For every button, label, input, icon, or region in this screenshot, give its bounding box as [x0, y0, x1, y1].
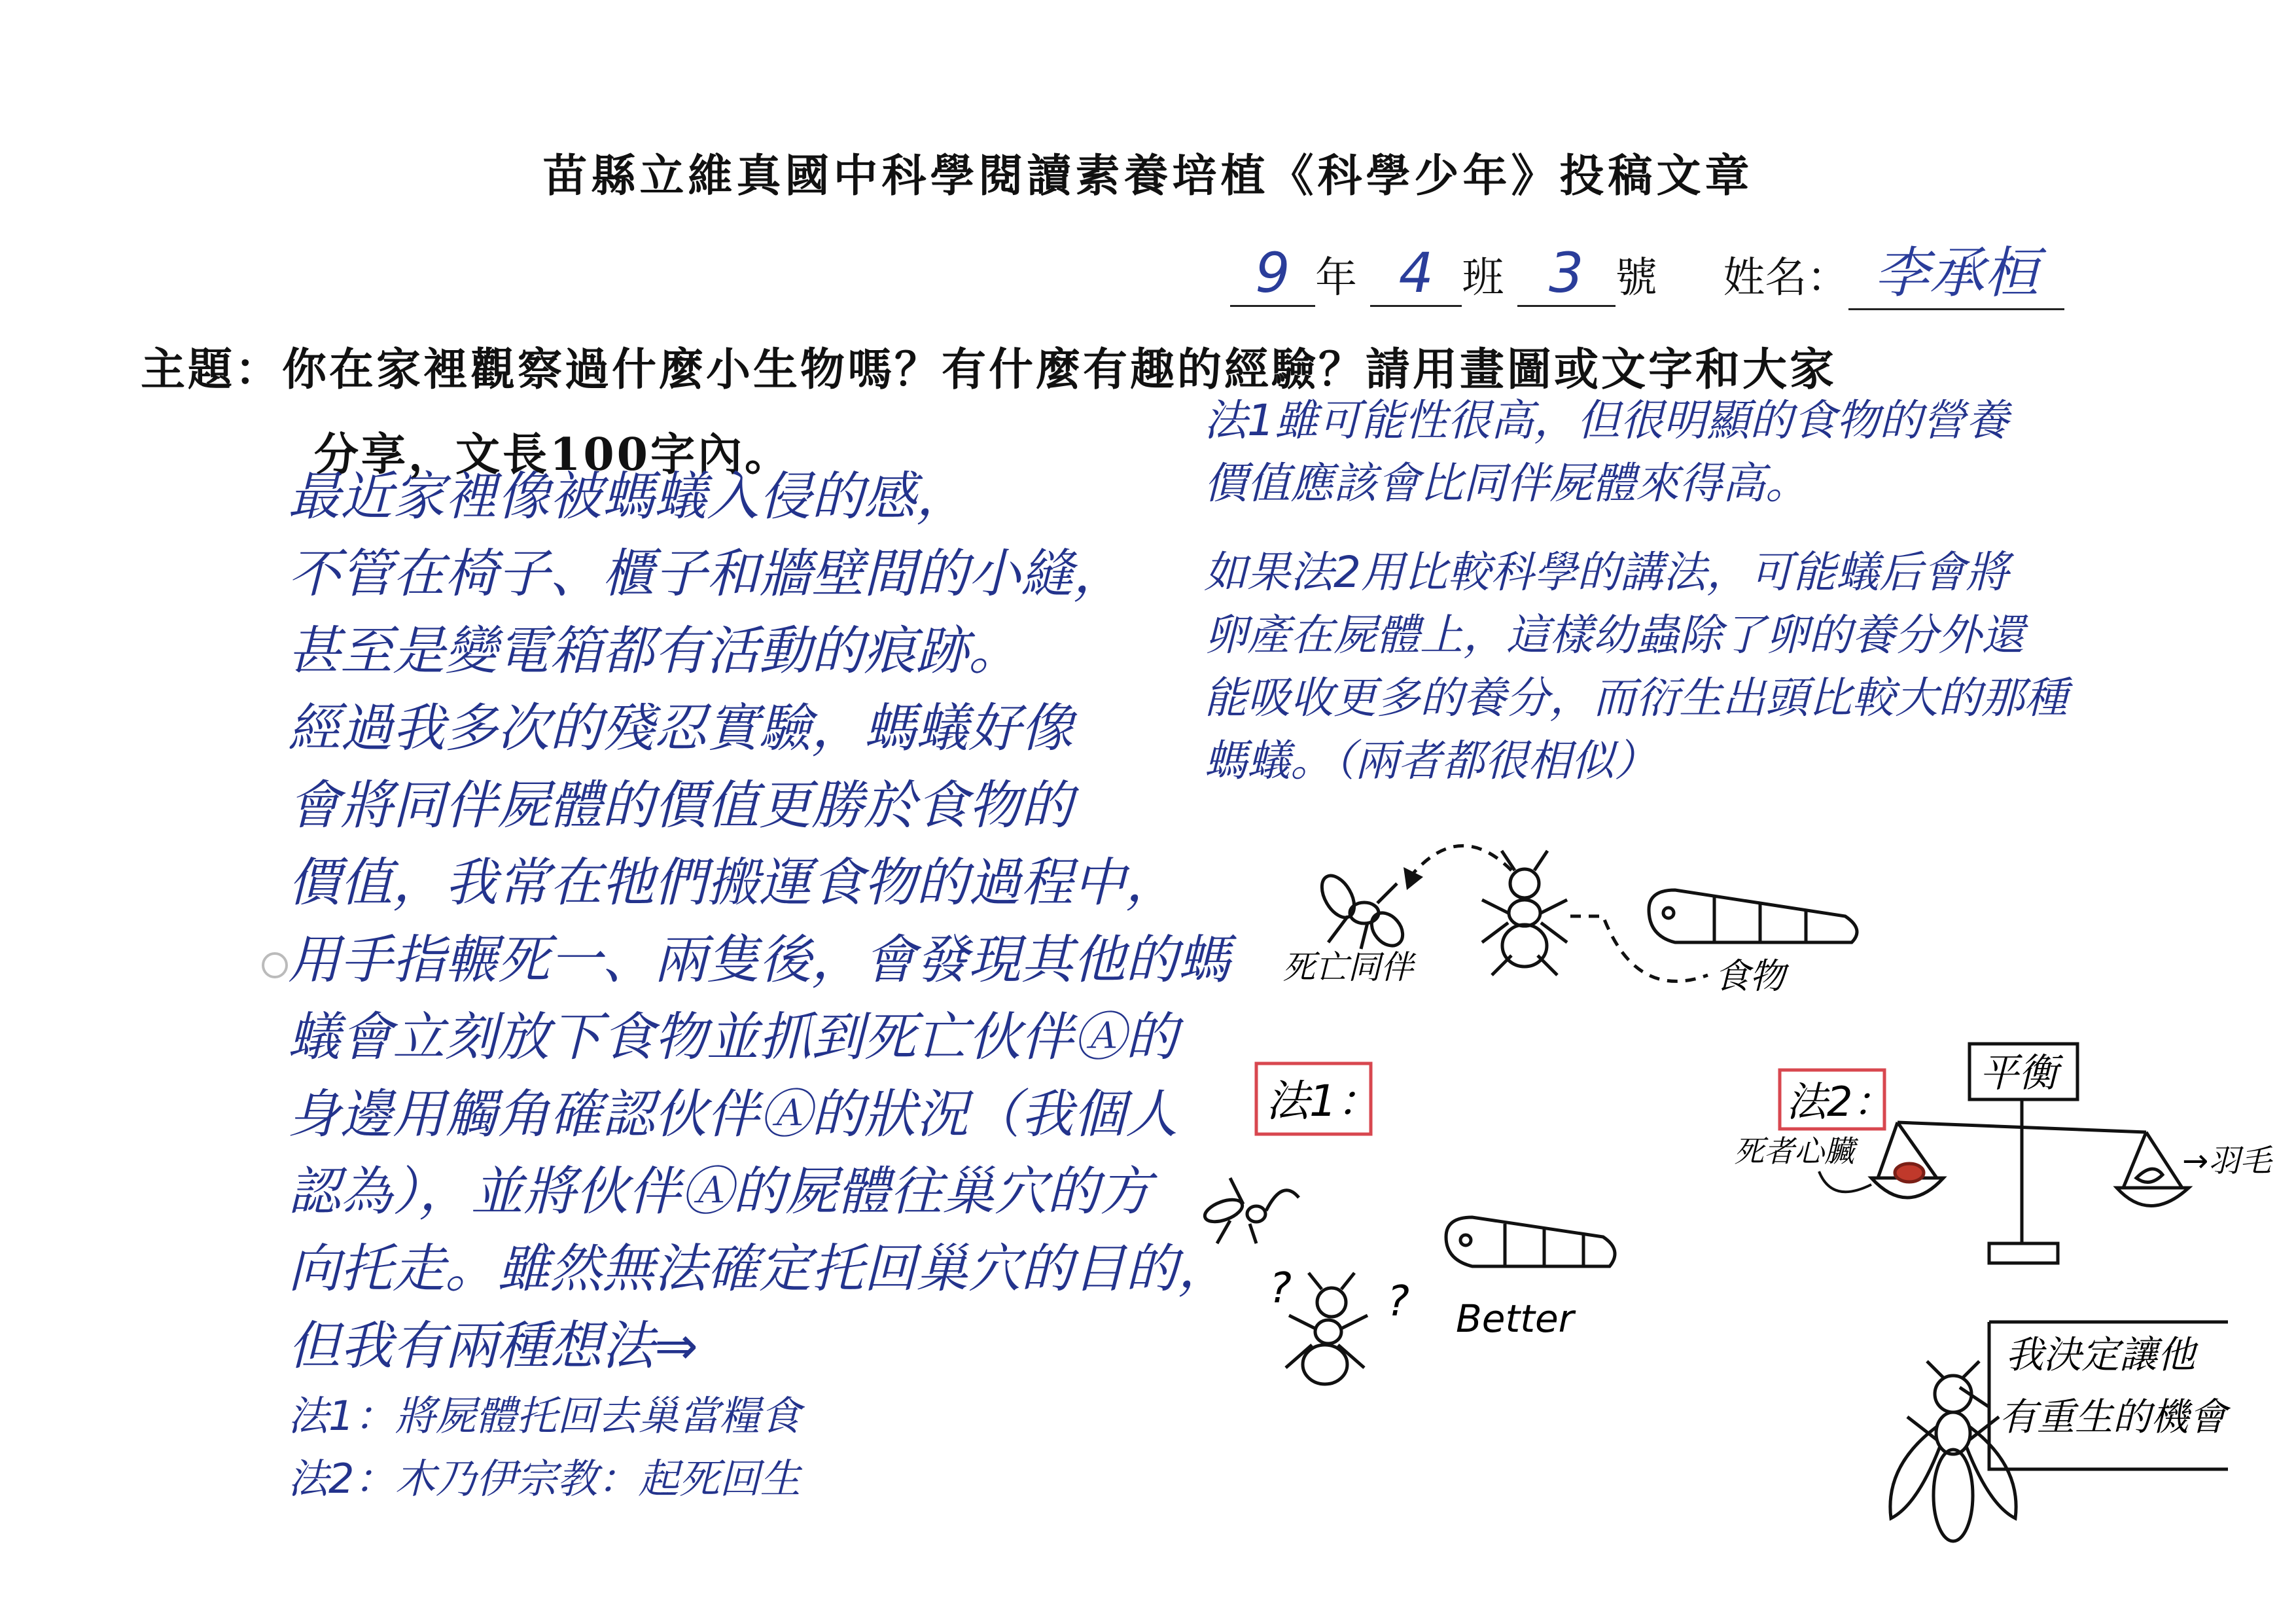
essay-line: 能吸收更多的養分，而衍生出頭比較大的那種 — [1204, 673, 2068, 723]
essay-line: 會將同伴屍體的價值更勝於食物的 — [288, 775, 1073, 836]
essay-line: 身邊用觸角確認伙伴Ⓐ的狀況（我個人 — [288, 1084, 1178, 1145]
essay-line: 蟻會立刻放下食物並抓到死亡伙伴Ⓐ的 — [288, 1007, 1178, 1067]
essay-line: 向托走。雖然無法確定托回巢穴的目的， — [288, 1238, 1230, 1299]
speech-line: 有重生的機會 — [1999, 1395, 2227, 1439]
method1-label: 法1： — [1266, 1076, 1380, 1126]
method2-label: 法2： — [1786, 1078, 1894, 1126]
essay-line: 不管在椅子、櫃子和牆壁間的小縫， — [288, 543, 1125, 604]
feather-label: →羽毛 — [2182, 1143, 2272, 1179]
essay-line: 如果法2用比較科學的講法，可能蟻后會將 — [1204, 547, 2009, 597]
name-label: 姓名： — [1723, 254, 1849, 302]
grade-value: 9 — [1230, 241, 1315, 307]
topic-line-1: 你在家裡觀察過什麼小生物嗎？有什麼有趣的經驗？請用畫圖或文字和大家 — [282, 344, 1837, 396]
essay-line: 價值應該會比同伴屍體來得高。 — [1204, 458, 1809, 508]
winged-ant-icon — [1890, 1361, 2016, 1541]
page-title: 苗縣立維真國中科學閱讀素養培植《科學少年》投稿文章 — [542, 150, 1754, 202]
class-value: 4 — [1370, 241, 1462, 307]
dashed-path-icon — [1570, 916, 1708, 981]
class-label: 班 — [1462, 254, 1504, 302]
food-label: 食物 — [1714, 955, 1785, 997]
arrowhead-icon — [1404, 867, 1423, 890]
speech-line: 我決定讓他 — [2005, 1332, 2196, 1377]
method-line: 法1：將屍體托回去巢當糧食 — [288, 1392, 801, 1440]
essay-line: 用手指輾死一、兩隻後，會發現其他的螞 — [288, 929, 1230, 990]
essay-line: 法1雖可能性很高，但很明顯的食物的營養 — [1204, 395, 2009, 446]
essay-line: 認為），並將伙伴Ⓐ的屍體往巢穴的方 — [288, 1161, 1152, 1222]
essay-line: 甚至是變電箱都有活動的痕跡。 — [288, 620, 1021, 681]
method-line: 法2：木乃伊宗教：起死回生 — [288, 1455, 801, 1503]
dead-ant-icon — [1202, 1178, 1299, 1243]
dead-companion-label: 死亡同伴 — [1282, 948, 1413, 986]
dead-heart-label: 死者心臟 — [1734, 1133, 1854, 1169]
arrow-icon — [1819, 1171, 1871, 1192]
topic-line-2: 分享，文長100字內。 — [314, 429, 792, 481]
essay-line: 卵產在屍體上，這樣幼蟲除了卵的養分外還 — [1204, 610, 2024, 660]
essay-line: 最近家裡像被螞蟻入侵的感， — [288, 466, 968, 527]
question-mark-icon: ? — [1269, 1264, 1292, 1313]
ant-icon — [1482, 851, 1567, 975]
better-label: Better — [1456, 1296, 1574, 1341]
balance-label: 平衡 — [1979, 1050, 2058, 1096]
essay-line: 經過我多次的殘忍實驗，螞蟻好像 — [288, 698, 1073, 758]
seat-value: 3 — [1517, 241, 1616, 307]
seat-label: 號 — [1615, 254, 1657, 302]
ant-icon — [1286, 1273, 1368, 1384]
larva-icon — [1649, 890, 1857, 942]
essay-line: 螞蟻。（兩者都很相似） — [1204, 736, 1657, 786]
punch-hole-icon — [263, 954, 287, 977]
essay-line: 但我有兩種想法⇒ — [288, 1315, 699, 1376]
question-mark-icon: ? — [1387, 1277, 1409, 1326]
grade-label: 年 — [1315, 254, 1357, 302]
essay-line: 價值，我常在牠們搬運食物的過程中， — [288, 852, 1178, 913]
name-value: 李承桓 — [1848, 229, 2064, 310]
dashed-path-icon — [1410, 846, 1511, 877]
topic-label: 主題： — [141, 344, 283, 396]
dead-ant-icon — [1315, 870, 1409, 952]
larva-icon — [1446, 1217, 1615, 1266]
